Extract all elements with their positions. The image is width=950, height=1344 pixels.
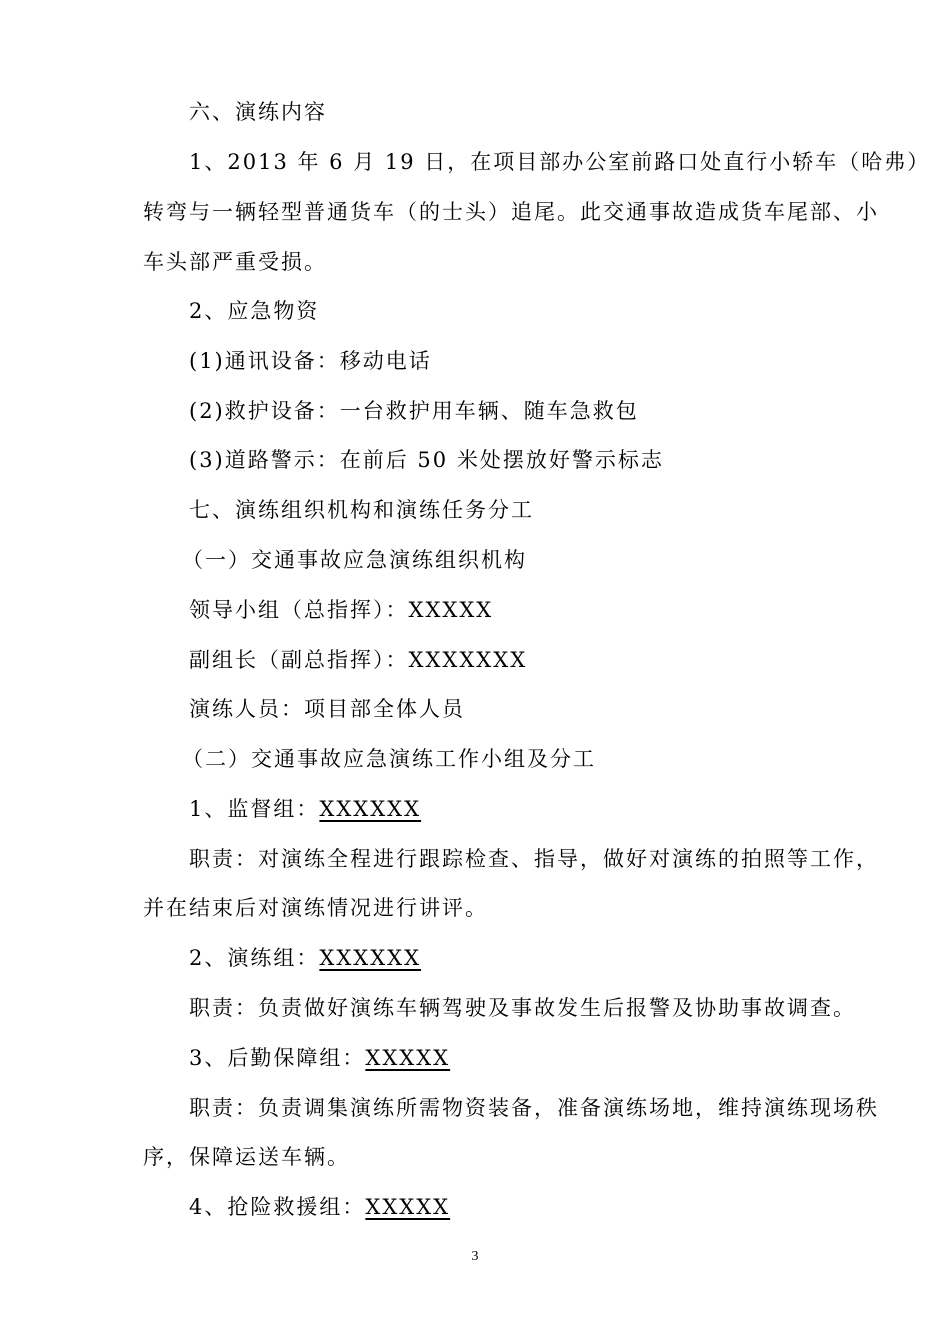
list-item: (3)道路警示：在前后 50 米处摆放好警示标志 (189, 448, 664, 472)
group-label: 3、后勤保障组： (189, 1046, 366, 1070)
group-member-value: XXXXXX (319, 946, 422, 970)
paragraph-line: 并在结束后对演练情况进行讲评。 (143, 896, 488, 920)
group-member-value: XXXXX (365, 1046, 451, 1070)
paragraph-line: 1、2013 年 6 月 19 日，在项目部办公室前路口处直行小轿车（哈弗） (189, 150, 931, 174)
group-line-logistics (189, 1044, 950, 1072)
group-line-supervision (189, 795, 950, 823)
paragraph-line: 职责：负责调集演练所需物资装备，准备演练场地，维持演练现场秩 (189, 1096, 879, 1120)
section-heading-organization: 七、演练组织机构和演练任务分工 (189, 498, 534, 522)
group-line-rescue (189, 1193, 950, 1221)
group-label: 1、监督组： (189, 797, 320, 821)
paragraph-line: 演练人员：项目部全体人员 (189, 697, 465, 721)
group-label: 4、抢险救援组： (189, 1195, 366, 1219)
group-member-value: XXXXX (365, 1195, 451, 1219)
list-item: (2)救护设备：一台救护用车辆、随车急救包 (189, 399, 639, 423)
subheading-working-groups: （二）交通事故应急演练工作小组及分工 (182, 747, 596, 771)
paragraph-line: 转弯与一辆轻型普通货车（的士头）追尾。此交通事故造成货车尾部、小 (143, 200, 879, 224)
group-line-drill (189, 944, 950, 972)
paragraph-line: 职责：负责做好演练车辆驾驶及事故发生后报警及协助事故调查。 (189, 996, 856, 1020)
subheading-emergency-supplies: 2、应急物资 (189, 299, 320, 323)
paragraph-line: 领导小组（总指挥）：XXXXX (189, 598, 494, 622)
group-member-value: XXXXXX (319, 797, 422, 821)
paragraph-line: 职责：对演练全程进行跟踪检查、指导，做好对演练的拍照等工作， (189, 847, 879, 871)
paragraph-line: 序，保障运送车辆。 (143, 1145, 350, 1169)
section-heading-drill-content: 六、演练内容 (189, 100, 327, 124)
list-item: (1)通讯设备：移动电话 (189, 349, 432, 373)
group-label: 2、演练组： (189, 946, 320, 970)
paragraph-line: 车头部严重受损。 (143, 250, 327, 274)
page-number: 3 (471, 1249, 479, 1264)
subheading-organization: （一）交通事故应急演练组织机构 (182, 548, 527, 572)
paragraph-line: 副组长（副总指挥）：XXXXXXX (189, 648, 528, 672)
